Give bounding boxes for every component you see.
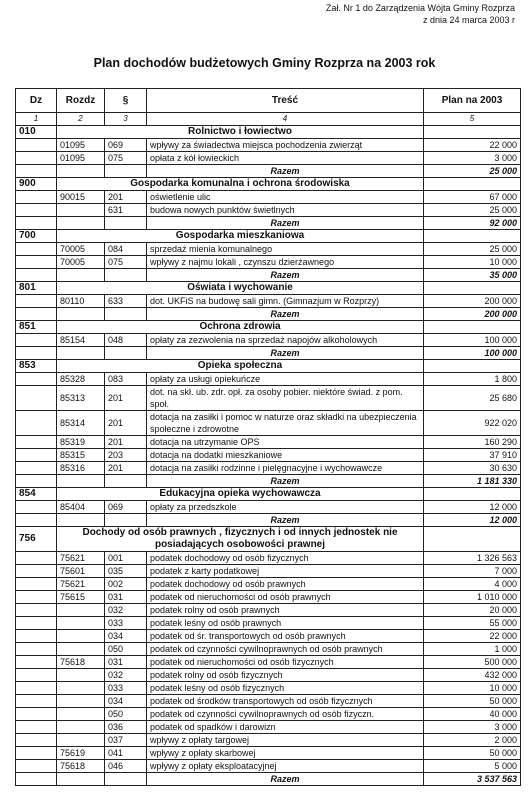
total-empty [105, 347, 147, 360]
cell-amount: 25 000 [424, 204, 521, 217]
cell-paragraph: 069 [105, 139, 147, 152]
cell-description: podatek od nieruchomości od osób prawnych [147, 591, 424, 604]
section-name: Opieka społeczna [57, 360, 424, 373]
total-label: Razem [147, 475, 424, 488]
cell-dz-empty [16, 747, 57, 760]
total-empty [16, 514, 57, 527]
section-header-row [16, 282, 521, 295]
cell-description: podatek od czynności cywilnoprawnych od osób fizyczn. [147, 708, 424, 721]
total-empty [16, 773, 57, 786]
cell-dz-empty [16, 501, 57, 514]
cell-amount: 55 000 [424, 617, 521, 630]
cell-description: podatek od śr. transportowych od osób prawnych [147, 630, 424, 643]
cell-description: sprzedaż mienia komunalnego [147, 243, 424, 256]
cell-dz-empty [16, 191, 57, 204]
table-row [16, 682, 521, 695]
cell-amount: 922 020 [424, 411, 521, 436]
cell-dz-empty [16, 152, 57, 165]
cell-description: opłaty za przedszkole [147, 501, 424, 514]
table-row [16, 256, 521, 269]
cell-description: podatek z karty podatkowej [147, 565, 424, 578]
cell-amount: 22 000 [424, 139, 521, 152]
table-row [16, 747, 521, 760]
cell-description: podatek dochodowy od osób fizycznych [147, 552, 424, 565]
cell-rozdz [57, 708, 105, 721]
cell-dz-empty [16, 256, 57, 269]
table-row [16, 386, 521, 411]
cell-amount: 1 000 [424, 643, 521, 656]
total-label: Razem [147, 347, 424, 360]
total-empty [57, 347, 105, 360]
section-name: Ochrona zdrowia [57, 321, 424, 334]
cell-paragraph: 034 [105, 630, 147, 643]
cell-amount: 3 000 [424, 152, 521, 165]
total-empty [105, 269, 147, 282]
cell-dz-empty [16, 139, 57, 152]
section-code: 853 [16, 360, 57, 373]
cell-paragraph: 031 [105, 591, 147, 604]
cell-amount: 40 000 [424, 708, 521, 721]
table-row [16, 721, 521, 734]
cell-dz-empty [16, 721, 57, 734]
cell-rozdz: 01095 [57, 152, 105, 165]
table-row [16, 617, 521, 630]
total-label: Razem [147, 773, 424, 786]
table-row [16, 760, 521, 773]
total-label: Razem [147, 308, 424, 321]
table-row [16, 591, 521, 604]
col-number-4: 4 [147, 113, 424, 126]
total-empty [57, 269, 105, 282]
cell-amount: 432 000 [424, 669, 521, 682]
cell-rozdz: 75601 [57, 565, 105, 578]
section-header-row [16, 488, 521, 501]
cell-paragraph: 002 [105, 578, 147, 591]
col-header-plan: Plan na 2003 [424, 89, 521, 113]
cell-amount: 7 000 [424, 565, 521, 578]
cell-paragraph: 201 [105, 191, 147, 204]
cell-description: wpływy z najmu lokali , czynszu dzierżawnego [147, 256, 424, 269]
section-total-row [16, 773, 521, 786]
cell-amount: 25 000 [424, 243, 521, 256]
cell-amount: 500 000 [424, 656, 521, 669]
total-label: Razem [147, 269, 424, 282]
total-empty [16, 269, 57, 282]
cell-rozdz [57, 695, 105, 708]
cell-description: wpływy z opłaty eksploatacyjnej [147, 760, 424, 773]
table-header-row [16, 89, 521, 113]
section-name: Dochody od osób prawnych , fizycznych i od innych jednostek nie posiadających osobowości prawnej [57, 527, 424, 552]
cell-paragraph: 201 [105, 436, 147, 449]
table-row [16, 373, 521, 386]
table-row [16, 139, 521, 152]
cell-rozdz: 70005 [57, 243, 105, 256]
section-name: Oświata i wychowanie [57, 282, 424, 295]
cell-description: podatek leśny od osób prawnych [147, 617, 424, 630]
cell-amount: 10 000 [424, 682, 521, 695]
section-header-row [16, 321, 521, 334]
cell-amount: 50 000 [424, 747, 521, 760]
cell-amount: 100 000 [424, 334, 521, 347]
total-amount: 92 000 [424, 217, 521, 230]
col-number-5: 5 [424, 113, 521, 126]
cell-dz-empty [16, 604, 57, 617]
cell-paragraph: 075 [105, 256, 147, 269]
total-empty [105, 475, 147, 488]
section-total-row [16, 165, 521, 178]
cell-paragraph: 201 [105, 386, 147, 411]
section-code: 900 [16, 178, 57, 191]
cell-paragraph: 069 [105, 501, 147, 514]
total-empty [105, 217, 147, 230]
cell-rozdz [57, 617, 105, 630]
cell-description: podatek rolny od osób fizycznych [147, 669, 424, 682]
section-code: 851 [16, 321, 57, 334]
cell-rozdz [57, 721, 105, 734]
col-number-2: 2 [57, 113, 105, 126]
cell-paragraph: 033 [105, 617, 147, 630]
section-plan-empty [424, 178, 521, 191]
cell-amount: 20 000 [424, 604, 521, 617]
total-label: Razem [147, 514, 424, 527]
cell-description: budowa nowych punktów świetlnych [147, 204, 424, 217]
cell-rozdz: 85404 [57, 501, 105, 514]
cell-amount: 200 000 [424, 295, 521, 308]
cell-paragraph: 203 [105, 449, 147, 462]
cell-dz-empty [16, 295, 57, 308]
table-row [16, 734, 521, 747]
section-total-row [16, 347, 521, 360]
budget-table-body [16, 126, 521, 786]
section-total-row [16, 475, 521, 488]
cell-dz-empty [16, 682, 57, 695]
cell-description: oświetlenie ulic [147, 191, 424, 204]
total-amount: 12 000 [424, 514, 521, 527]
table-row [16, 565, 521, 578]
total-amount: 1 181 330 [424, 475, 521, 488]
cell-dz-empty [16, 695, 57, 708]
section-total-row [16, 269, 521, 282]
total-empty [105, 773, 147, 786]
cell-description: podatek od czynności cywilnoprawnych od osób prawnych [147, 643, 424, 656]
cell-amount: 37 910 [424, 449, 521, 462]
section-name: Rolnictwo i łowiectwo [57, 126, 424, 139]
cell-description: wpływy za świadectwa miejsca pochodzenia zwierząt [147, 139, 424, 152]
cell-amount: 22 000 [424, 630, 521, 643]
table-row [16, 501, 521, 514]
cell-dz-empty [16, 204, 57, 217]
table-row [16, 630, 521, 643]
table-row [16, 604, 521, 617]
cell-rozdz [57, 682, 105, 695]
section-total-row [16, 217, 521, 230]
cell-dz-empty [16, 669, 57, 682]
cell-amount: 160 290 [424, 436, 521, 449]
cell-description: dotacja na dodatki mieszkaniowe [147, 449, 424, 462]
cell-dz-empty [16, 643, 57, 656]
cell-dz-empty [16, 373, 57, 386]
cell-description: podatek od nieruchomości od osób fizycznych [147, 656, 424, 669]
cell-paragraph: 075 [105, 152, 147, 165]
cell-paragraph: 032 [105, 669, 147, 682]
cell-description: podatek od spadków i darowizn [147, 721, 424, 734]
cell-rozdz: 80110 [57, 295, 105, 308]
section-header-row [16, 178, 521, 191]
total-amount: 3 537 563 [424, 773, 521, 786]
cell-rozdz [57, 669, 105, 682]
cell-amount: 30 630 [424, 462, 521, 475]
cell-amount: 12 000 [424, 501, 521, 514]
cell-paragraph: 034 [105, 695, 147, 708]
table-row [16, 204, 521, 217]
cell-dz-empty [16, 630, 57, 643]
cell-rozdz: 85154 [57, 334, 105, 347]
cell-description: opłaty za usługi opiekuńcze [147, 373, 424, 386]
total-empty [57, 308, 105, 321]
cell-paragraph: 037 [105, 734, 147, 747]
cell-description: podatek dochodowy od osób prawnych [147, 578, 424, 591]
cell-dz-empty [16, 552, 57, 565]
table-row [16, 656, 521, 669]
cell-description: dotacja na utrzymanie OPS [147, 436, 424, 449]
cell-amount: 4 000 [424, 578, 521, 591]
total-empty [16, 308, 57, 321]
cell-paragraph: 050 [105, 708, 147, 721]
cell-description: podatek rolny od osób prawnych [147, 604, 424, 617]
cell-rozdz [57, 734, 105, 747]
cell-rozdz: 01095 [57, 139, 105, 152]
total-empty [16, 347, 57, 360]
cell-dz-empty [16, 334, 57, 347]
cell-paragraph: 083 [105, 373, 147, 386]
cell-dz-empty [16, 708, 57, 721]
section-plan-empty [424, 321, 521, 334]
cell-dz-empty [16, 462, 57, 475]
table-row [16, 552, 521, 565]
section-plan-empty [424, 488, 521, 501]
cell-description: dot. UKFiS na budowę sali gimn. (Gimnazjum w Rozprzy) [147, 295, 424, 308]
col-number-3: 3 [105, 113, 147, 126]
col-header-paragraph: § [105, 89, 147, 113]
section-total-row [16, 514, 521, 527]
cell-paragraph: 048 [105, 334, 147, 347]
total-empty [16, 475, 57, 488]
cell-description: wpływy z opłaty targowej [147, 734, 424, 747]
cell-dz-empty [16, 243, 57, 256]
cell-paragraph: 633 [105, 295, 147, 308]
cell-rozdz: 85314 [57, 411, 105, 436]
cell-rozdz: 75618 [57, 656, 105, 669]
cell-description: podatek od środków transportowych od osób fizycznych [147, 695, 424, 708]
cell-paragraph: 084 [105, 243, 147, 256]
section-plan-empty [424, 126, 521, 139]
section-total-row [16, 308, 521, 321]
cell-paragraph: 036 [105, 721, 147, 734]
cell-amount: 1 326 563 [424, 552, 521, 565]
table-row [16, 436, 521, 449]
column-number-row [16, 113, 521, 126]
total-empty [16, 165, 57, 178]
cell-amount: 1 800 [424, 373, 521, 386]
section-header-row [16, 527, 521, 552]
col-header-dz: Dz [16, 89, 57, 113]
budget-table [15, 88, 521, 786]
cell-amount: 2 000 [424, 734, 521, 747]
total-empty [105, 514, 147, 527]
cell-rozdz: 85313 [57, 386, 105, 411]
cell-paragraph: 001 [105, 552, 147, 565]
total-label: Razem [147, 165, 424, 178]
section-header-row [16, 230, 521, 243]
section-code: 854 [16, 488, 57, 501]
cell-paragraph: 032 [105, 604, 147, 617]
cell-rozdz: 90015 [57, 191, 105, 204]
document-header-note [326, 2, 515, 26]
cell-amount: 3 000 [424, 721, 521, 734]
cell-dz-empty [16, 436, 57, 449]
table-row [16, 643, 521, 656]
header-note-line2: z dnia 24 marca 2003 r [422, 15, 515, 25]
cell-paragraph: 035 [105, 565, 147, 578]
section-plan-empty [424, 282, 521, 295]
cell-dz-empty [16, 578, 57, 591]
cell-rozdz: 75618 [57, 760, 105, 773]
table-row [16, 411, 521, 436]
section-name: Gospodarka komunalna i ochrona środowiska [57, 178, 424, 191]
cell-amount: 1 010 000 [424, 591, 521, 604]
table-row [16, 152, 521, 165]
cell-paragraph: 033 [105, 682, 147, 695]
cell-description: dotacja na zasiłki i pomoc w naturze oraz składki na ubezpieczenia społeczne i zdrowotne [147, 411, 424, 436]
cell-amount: 25 680 [424, 386, 521, 411]
total-empty [57, 475, 105, 488]
total-empty [105, 165, 147, 178]
section-plan-empty [424, 230, 521, 243]
col-header-rozdz: Rozdz [57, 89, 105, 113]
section-code: 700 [16, 230, 57, 243]
cell-amount: 10 000 [424, 256, 521, 269]
cell-paragraph: 031 [105, 656, 147, 669]
section-plan-empty [424, 360, 521, 373]
cell-description: dot. na skł. ub. zdr. opł. za osoby pobier. niektóre świad. z pom. społ. [147, 386, 424, 411]
header-note-line1: Zał. Nr 1 do Zarządzenia Wójta Gminy Rozprza [325, 3, 515, 13]
cell-rozdz: 85319 [57, 436, 105, 449]
cell-description: opłaty za zezwolenia na sprzedaż napojów alkoholowych [147, 334, 424, 347]
cell-dz-empty [16, 760, 57, 773]
total-empty [57, 773, 105, 786]
col-header-tresc: Treść [147, 89, 424, 113]
table-row [16, 334, 521, 347]
table-row [16, 578, 521, 591]
total-amount: 35 000 [424, 269, 521, 282]
cell-rozdz: 85315 [57, 449, 105, 462]
section-code: 010 [16, 126, 57, 139]
cell-rozdz: 70005 [57, 256, 105, 269]
section-name: Edukacyjna opieka wychowawcza [57, 488, 424, 501]
table-row [16, 462, 521, 475]
cell-rozdz: 75619 [57, 747, 105, 760]
total-amount: 200 000 [424, 308, 521, 321]
section-header-row [16, 126, 521, 139]
cell-rozdz: 75621 [57, 578, 105, 591]
cell-rozdz [57, 643, 105, 656]
cell-dz-empty [16, 565, 57, 578]
col-number-1: 1 [16, 113, 57, 126]
cell-dz-empty [16, 591, 57, 604]
cell-rozdz: 75621 [57, 552, 105, 565]
section-code: 801 [16, 282, 57, 295]
total-empty [57, 165, 105, 178]
table-row [16, 449, 521, 462]
page-title: Plan dochodów budżetowych Gminy Rozprza na 2003 rok [93, 56, 436, 70]
cell-description: dotacja na zasiłki rodzinne i pielęgnacyjne i wychowawcze [147, 462, 424, 475]
cell-dz-empty [16, 449, 57, 462]
total-empty [105, 308, 147, 321]
section-code: 756 [16, 527, 57, 552]
cell-description: podatek leśny od osób fizycznych [147, 682, 424, 695]
cell-rozdz: 75615 [57, 591, 105, 604]
cell-amount: 50 000 [424, 695, 521, 708]
cell-paragraph: 041 [105, 747, 147, 760]
cell-paragraph: 201 [105, 411, 147, 436]
cell-rozdz: 85316 [57, 462, 105, 475]
total-empty [57, 514, 105, 527]
cell-description: opłata z kół łowieckich [147, 152, 424, 165]
cell-amount: 67 000 [424, 191, 521, 204]
cell-dz-empty [16, 386, 57, 411]
cell-dz-empty [16, 734, 57, 747]
table-row [16, 708, 521, 721]
cell-dz-empty [16, 617, 57, 630]
cell-rozdz: 85328 [57, 373, 105, 386]
cell-dz-empty [16, 656, 57, 669]
table-row [16, 295, 521, 308]
cell-paragraph: 201 [105, 462, 147, 475]
table-row [16, 669, 521, 682]
section-header-row [16, 360, 521, 373]
cell-rozdz [57, 630, 105, 643]
section-plan-empty [424, 527, 521, 552]
cell-dz-empty [16, 411, 57, 436]
cell-description: wpływy z opłaty skarbowej [147, 747, 424, 760]
table-row [16, 243, 521, 256]
table-row [16, 191, 521, 204]
table-row [16, 695, 521, 708]
section-name: Gospodarka mieszkaniowa [57, 230, 424, 243]
cell-paragraph: 050 [105, 643, 147, 656]
cell-rozdz [57, 204, 105, 217]
cell-paragraph: 046 [105, 760, 147, 773]
total-empty [57, 217, 105, 230]
cell-rozdz [57, 604, 105, 617]
cell-paragraph: 631 [105, 204, 147, 217]
cell-amount: 5 000 [424, 760, 521, 773]
total-label: Razem [147, 217, 424, 230]
total-empty [16, 217, 57, 230]
total-amount: 100 000 [424, 347, 521, 360]
total-amount: 25 000 [424, 165, 521, 178]
